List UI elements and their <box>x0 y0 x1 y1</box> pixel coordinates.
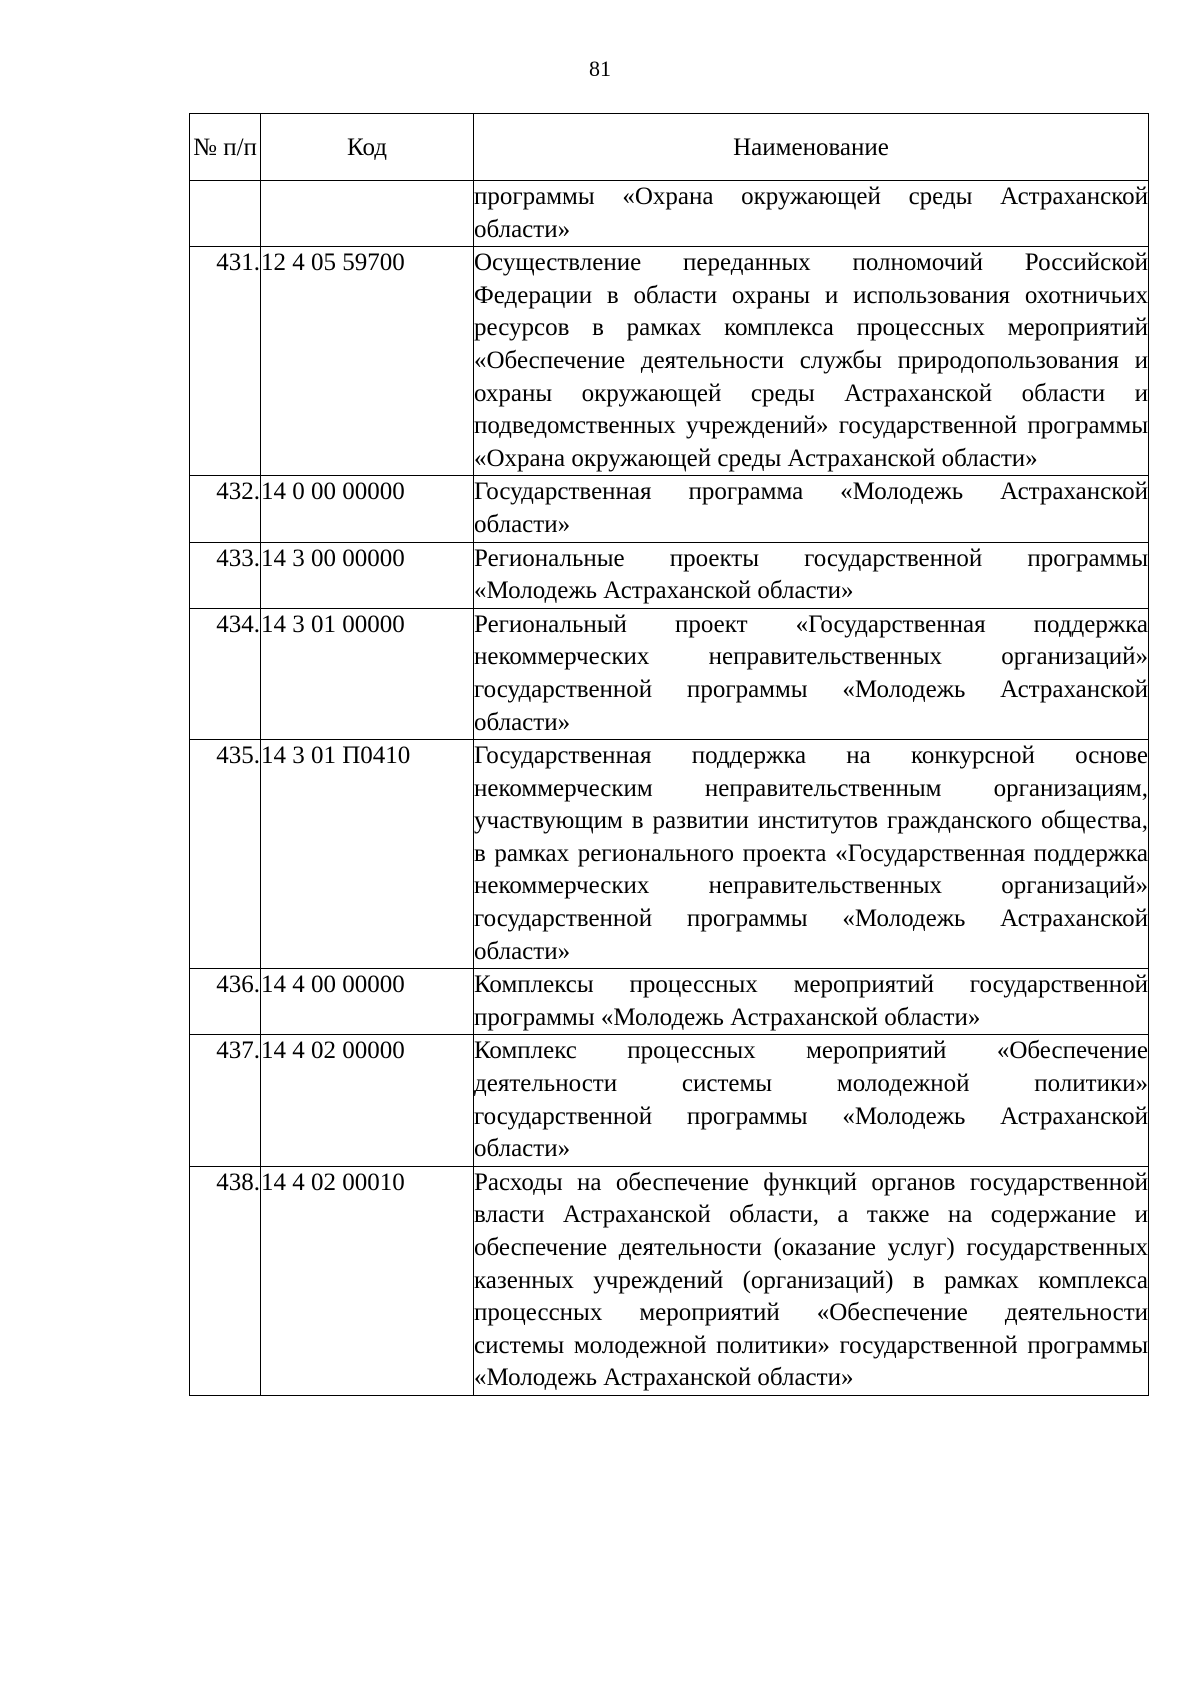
row-name: Осуществление переданных полномочий Российской Федерации в области охраны и использования охотничьих ресурсов в рамках комплекса процессных мероприятий «Обеспечение деятельности службы природопользования и охраны окружающей среды Астраханской области и подведомственных учреждений» государственной программы «Охрана окружающей среды Астраханской области» <box>474 247 1149 476</box>
row-code: 14 4 02 00010 <box>261 1166 474 1395</box>
table-row <box>190 181 1149 247</box>
row-code: 14 3 00 00000 <box>261 542 474 608</box>
row-code: 14 0 00 00000 <box>261 476 474 542</box>
row-code <box>261 181 474 247</box>
header-num: № п/п <box>190 114 261 181</box>
row-name: Расходы на обеспечение функций органов государственной власти Астраханской области, а также на содержание и обеспечение деятельности (оказание услуг) государственных казенных учреждений (организаций) в рамках комплекса процессных мероприятий «Обеспечение деятельности системы молодежной политики» государственной программы «Молодежь Астраханской области» <box>474 1166 1149 1395</box>
row-num: 438. <box>190 1166 261 1395</box>
row-num: 437. <box>190 1035 261 1166</box>
table-row <box>190 542 1149 608</box>
row-name: Региональный проект «Государственная поддержка некоммерческих неправительственных организаций» государственной программы «Молодежь Астраханской области» <box>474 608 1149 739</box>
row-num: 432. <box>190 476 261 542</box>
row-name: Государственная поддержка на конкурсной основе некоммерческим неправительственным организациям, участвующим в развитии институтов гражданского общества, в рамках регионального проекта «Государственная поддержка некоммерческих неправительственных организаций» государственной программы «Молодежь Астраханской области» <box>474 740 1149 969</box>
row-name: Комплекс процессных мероприятий «Обеспечение деятельности системы молодежной политики» государственной программы «Молодежь Астраханской области» <box>474 1035 1149 1166</box>
row-num: 436. <box>190 969 261 1035</box>
row-code: 14 4 02 00000 <box>261 1035 474 1166</box>
row-name: Региональные проекты государственной программы «Молодежь Астраханской области» <box>474 542 1149 608</box>
table-row <box>190 608 1149 739</box>
row-num: 435. <box>190 740 261 969</box>
table-row <box>190 969 1149 1035</box>
row-code: 14 3 01 00000 <box>261 608 474 739</box>
budget-classification-table <box>189 113 1149 1396</box>
page-number: 81 <box>589 56 611 81</box>
table-row <box>190 476 1149 542</box>
table-row <box>190 247 1149 476</box>
row-name: Государственная программа «Молодежь Астраханской области» <box>474 476 1149 542</box>
row-name: программы «Охрана окружающей среды Астраханской области» <box>474 181 1149 247</box>
table-row <box>190 1035 1149 1166</box>
row-code: 14 3 01 П0410 <box>261 740 474 969</box>
row-num <box>190 181 261 247</box>
row-name: Комплексы процессных мероприятий государственной программы «Молодежь Астраханской области» <box>474 969 1149 1035</box>
row-num: 431. <box>190 247 261 476</box>
row-code: 14 4 00 00000 <box>261 969 474 1035</box>
row-code: 12 4 05 59700 <box>261 247 474 476</box>
table-row <box>190 740 1149 969</box>
table-header-row <box>190 114 1149 181</box>
header-code: Код <box>261 114 474 181</box>
row-num: 434. <box>190 608 261 739</box>
table-row <box>190 1166 1149 1395</box>
row-num: 433. <box>190 542 261 608</box>
header-name: Наименование <box>474 114 1149 181</box>
